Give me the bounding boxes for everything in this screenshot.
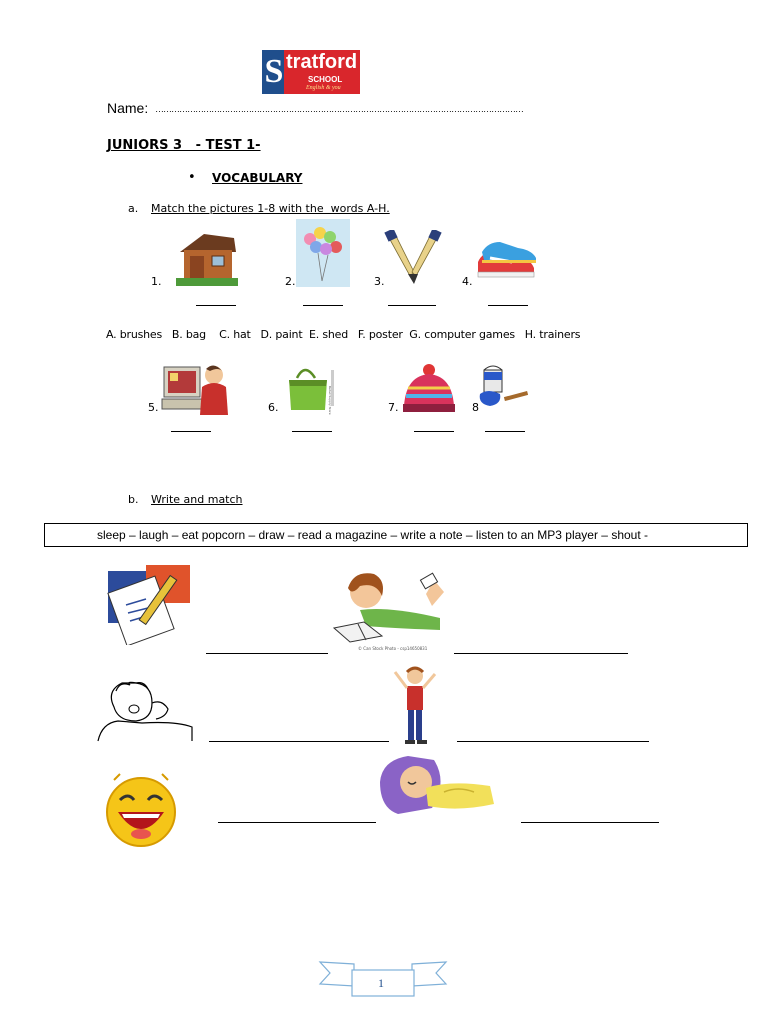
logo-tagline: English & you [306, 85, 341, 91]
sleep-picture [378, 752, 496, 820]
name-label: Name: [107, 100, 149, 116]
answer-blank-write-2[interactable] [454, 653, 628, 654]
logo-letter: S [264, 53, 284, 90]
answer-blank-write-5[interactable] [218, 822, 376, 823]
page-number: 1 [378, 976, 384, 990]
answer-blank-write-3[interactable] [209, 741, 389, 742]
answer-blank-2[interactable] [303, 305, 343, 306]
test-title: JUNIORS 3 - TEST 1- [107, 138, 261, 153]
photo-credit: © Can Stock Photo - csp14650831 [358, 646, 428, 651]
picture-number: 1. [151, 275, 162, 288]
word-box-text: sleep – laugh – eat popcorn – draw – read a magazine – write a note – listen to an MP3 player – shout - [97, 528, 649, 542]
brushes-picture [384, 230, 442, 286]
picture-number: 3. [374, 275, 385, 288]
paint-picture [478, 364, 530, 414]
answer-blank-1[interactable] [196, 305, 236, 306]
answer-blank-write-1[interactable] [206, 653, 328, 654]
answer-blank-7[interactable] [414, 431, 454, 432]
answer-blank-3[interactable] [388, 305, 436, 306]
computer-games-picture [160, 361, 232, 417]
answer-blank-write-4[interactable] [457, 741, 649, 742]
section-bullet: • [188, 170, 196, 185]
answer-blank-6[interactable] [292, 431, 332, 432]
shout-picture [96, 681, 196, 743]
picture-number: 8 [472, 401, 479, 414]
answer-blank-5[interactable] [171, 431, 211, 432]
shed-picture [176, 230, 238, 286]
trainers-picture [472, 234, 542, 286]
answer-blank-8[interactable] [485, 431, 525, 432]
part-a-instruction: Match the pictures 1-8 with the words A-H. [151, 202, 390, 215]
bag-side-text: Retail Supply Store [328, 386, 332, 415]
answer-blank-write-6[interactable] [521, 822, 659, 823]
school-logo [262, 50, 360, 94]
picture-number: 4. [462, 275, 473, 288]
picture-number: 7. [388, 401, 399, 414]
logo-text: tratford [286, 51, 358, 73]
laugh-picture [104, 770, 178, 850]
section-heading: VOCABULARY [212, 171, 303, 185]
picture-number: 2. [285, 275, 296, 288]
logo-school: SCHOOL [308, 75, 343, 84]
listen-to-mp3-player-picture [391, 664, 439, 748]
balloons-poster-picture [296, 219, 350, 287]
name-dots: ………………………………………………………………………………………………………………………… [155, 104, 523, 114]
word-options: A. brushes B. bag C. hat D. paint E. shed F. poster G. computer games H. trainers [106, 328, 581, 341]
part-b-marker: b. [128, 493, 139, 506]
write-a-note-picture [106, 563, 192, 645]
part-b-instruction: Write and match [151, 493, 243, 506]
part-a-marker: a. [128, 202, 139, 215]
word-box [44, 523, 748, 547]
hat-picture [400, 362, 458, 414]
picture-number: 5. [148, 401, 159, 414]
read-a-magazine-picture [330, 566, 454, 646]
picture-number: 6. [268, 401, 279, 414]
answer-blank-4[interactable] [488, 305, 528, 306]
